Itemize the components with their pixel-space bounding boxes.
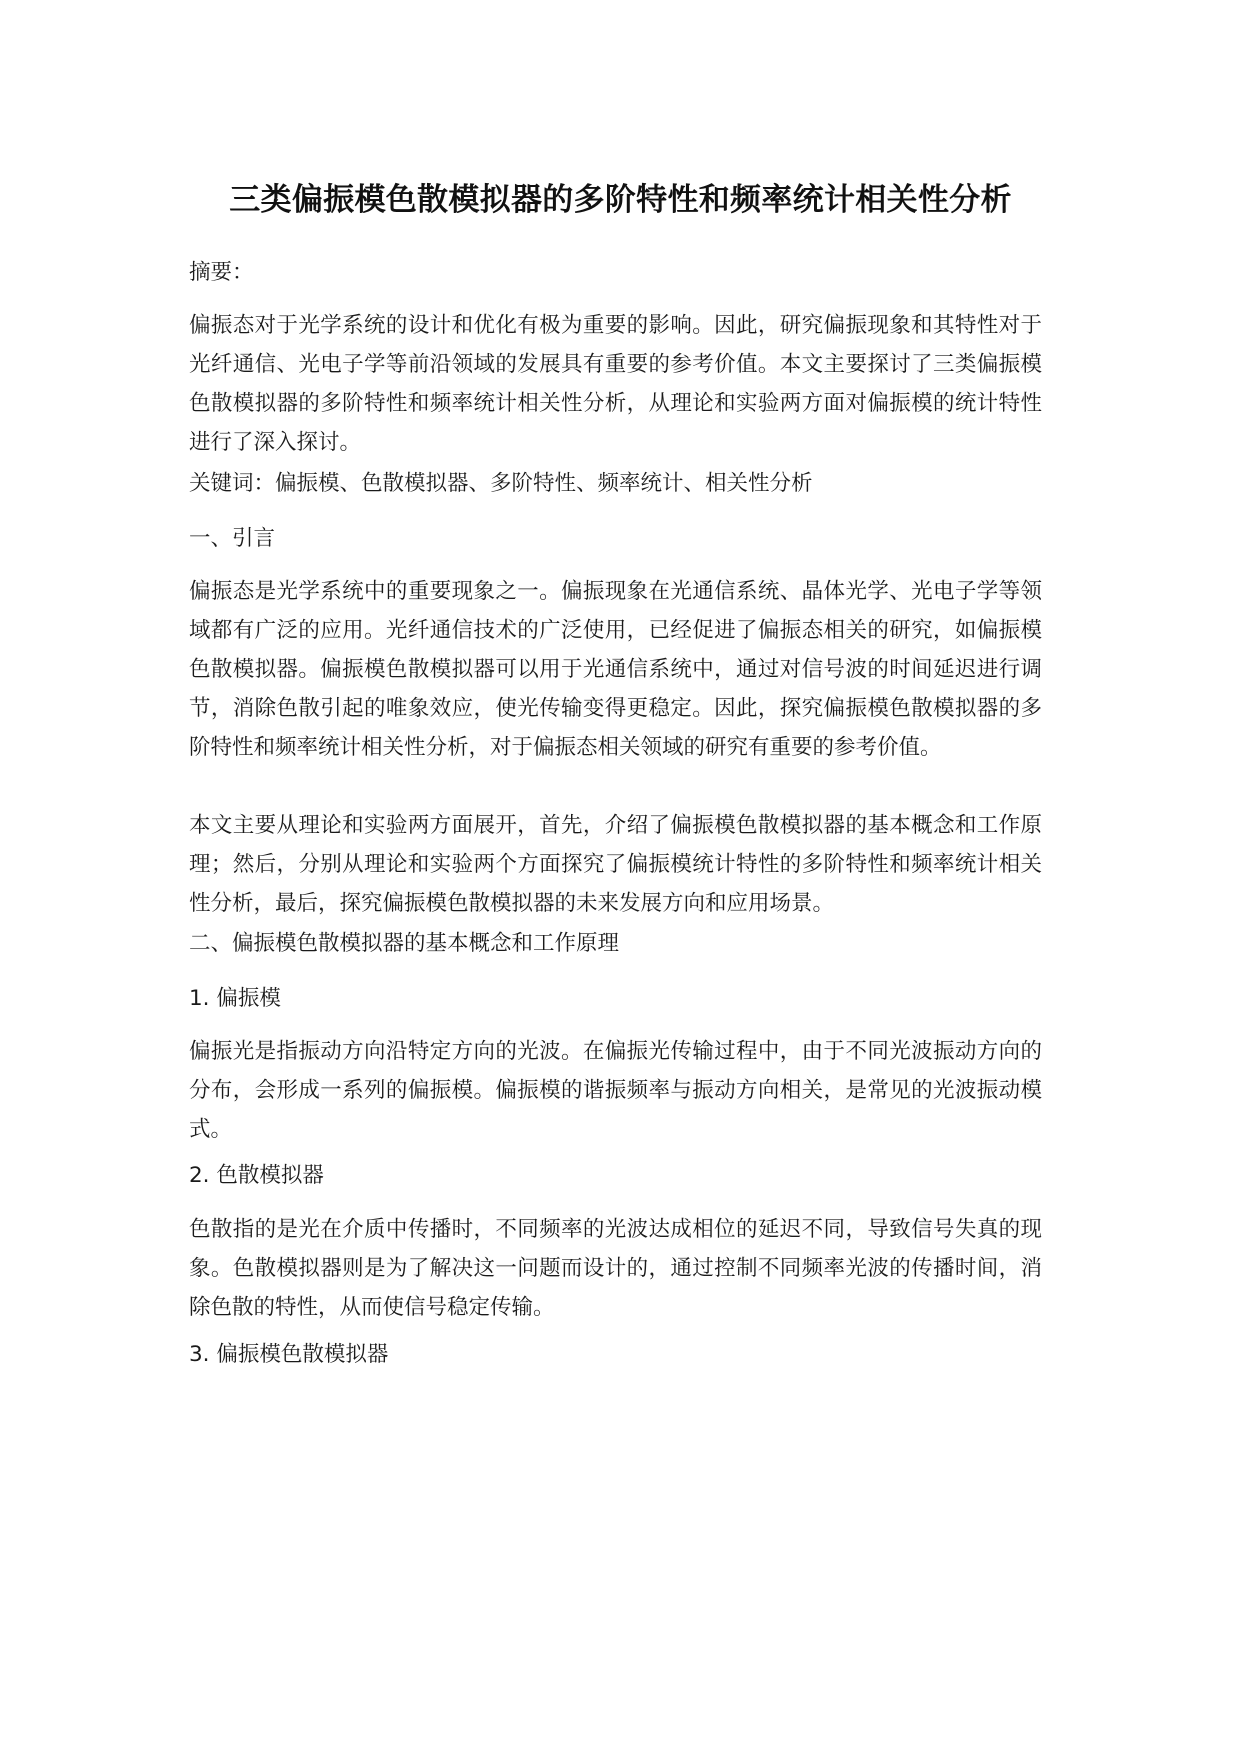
introduction-paragraph-1: 偏振态是光学系统中的重要现象之一。偏振现象在光通信系统、晶体光学、光电子学等领域都有广泛的应用。光纤通信技术的广泛使用，已经促进了偏振态相关的研究，如偏振模色散模拟器。偏振模色散模拟器可以用于光通信系统中，通过对信号波的时间延迟进行调节，消除色散引起的唯象效应，使光传输变得更稳定。因此，探究偏振模色散模拟器的多阶特性和频率统计相关性分析，对于偏振态相关领域的研究有重要的参考价值。 [189, 579, 1042, 760]
document-title: 三类偏振模色散模拟器的多阶特性和频率统计相关性分析 [229, 182, 1012, 218]
abstract-label: 摘要： [189, 260, 254, 285]
subsection-heading-polarization-mode: 1. 偏振模 [189, 986, 281, 1011]
abstract-text: 偏振态对于光学系统的设计和优化有极为重要的影响。因此，研究偏振现象和其特性对于光纤通信、光电子学等前沿领域的发展具有重要的参考价值。本文主要探讨了三类偏振模色散模拟器的多阶特性和频率统计相关性分析，从理论和实验两方面对偏振模的统计特性进行了深入探讨。 [189, 313, 1042, 455]
introduction-paragraph-2: 本文主要从理论和实验两方面展开，首先，介绍了偏振模色散模拟器的基本概念和工作原理；然后，分别从理论和实验两个方面探究了偏振模统计特性的多阶特性和频率统计相关性分析，最后，探究偏振模色散模拟器的未来发展方向和应用场景。 [189, 813, 1042, 916]
subsection-heading-dispersion-emulator: 2. 色散模拟器 [189, 1163, 324, 1188]
polarization-mode-paragraph: 偏振光是指振动方向沿特定方向的光波。在偏振光传输过程中，由于不同光波振动方向的分布，会形成一系列的偏振模。偏振模的谐振频率与振动方向相关，是常见的光波振动模式。 [189, 1039, 1042, 1142]
section-heading-basic-concepts: 二、偏振模色散模拟器的基本概念和工作原理 [189, 931, 620, 956]
subsection-heading-pmd-emulator: 3. 偏振模色散模拟器 [189, 1342, 389, 1367]
section-heading-introduction: 一、引言 [189, 526, 276, 551]
keywords: 关键词：偏振模、色散模拟器、多阶特性、频率统计、相关性分析 [189, 471, 813, 496]
dispersion-emulator-paragraph: 色散指的是光在介质中传播时，不同频率的光波达成相位的延迟不同，导致信号失真的现象。色散模拟器则是为了解决这一问题而设计的，通过控制不同频率光波的传播时间，消除色散的特性，从而使信号稳定传输。 [189, 1217, 1042, 1320]
